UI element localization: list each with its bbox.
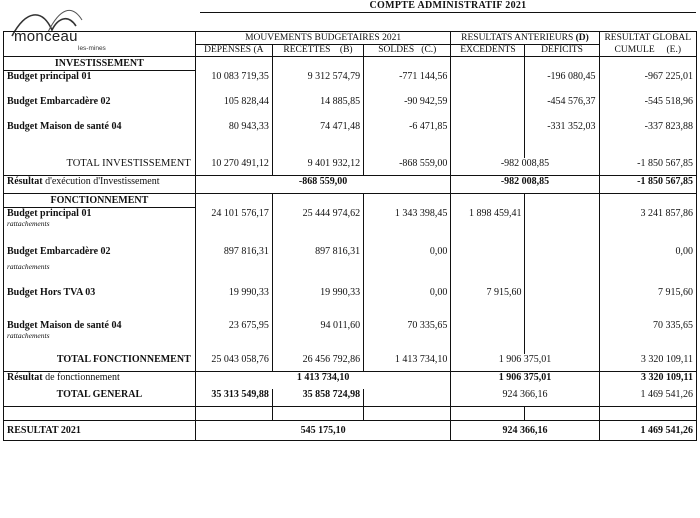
header-resultats-anterieurs: RESULTATS ANTERIEURS (D) (451, 32, 599, 45)
cell-depenses: 24 101 576,17 (195, 208, 272, 229)
cell-deficits (525, 208, 599, 229)
total-anterieurs: 1 906 375,01 (451, 354, 599, 372)
cell-depenses: 23 675,95 (195, 320, 272, 340)
resultat-2021-row (4, 421, 697, 441)
resultat-2021-label: RESULTAT 2021 (4, 421, 196, 441)
resultat-anterieurs: -982 008,85 (451, 176, 599, 194)
cell-recettes: 897 816,31 (272, 246, 363, 271)
total-general-label: TOTAL GENERAL (4, 389, 196, 407)
cell-global: 3 241 857,86 (599, 208, 696, 229)
row-label: Budget Maison de santé 04 rattachements (4, 320, 196, 340)
cell-excedents (451, 71, 525, 89)
table-row (4, 96, 697, 113)
cell-deficits (525, 320, 599, 340)
header-resultat-global: RESULTAT GLOBAL (599, 32, 696, 45)
cell-deficits: -196 080,45 (525, 71, 599, 89)
header-row-groups (4, 32, 697, 45)
cell-soldes: -90 942,59 (364, 96, 451, 113)
cell-recettes: 14 885,85 (272, 96, 363, 113)
header-excedents: EXCEDENTS (451, 44, 525, 57)
header-cumule: CUMULE (E.) (599, 44, 696, 57)
table-row (4, 121, 697, 138)
row-note: rattachements (7, 219, 50, 228)
total-recettes: 26 456 792,86 (272, 354, 363, 372)
cell-global: -337 823,88 (599, 121, 696, 138)
total-investissement-row (4, 158, 697, 176)
total-label: TOTAL FONCTIONNEMENT (4, 354, 196, 372)
cell-excedents (451, 121, 525, 138)
total-depenses: 10 270 491,12 (195, 158, 272, 176)
total-global: -1 850 567,85 (599, 158, 696, 176)
resultat-global: 3 320 109,11 (599, 372, 696, 390)
section-label: INVESTISSEMENT (4, 57, 196, 71)
total-soldes: -868 559,00 (364, 158, 451, 176)
resultat-mouvements: 1 413 734,10 (195, 372, 451, 390)
resultat-fonctionnement-row (4, 372, 697, 390)
cell-depenses: 105 828,44 (195, 96, 272, 113)
row-note: rattachements (7, 262, 50, 271)
compte-administratif-table (3, 31, 697, 441)
cell-depenses: 80 943,33 (195, 121, 272, 138)
cell-recettes: 19 990,33 (272, 287, 363, 304)
resultat-label: Résultat d'exécution d'Investissement (4, 176, 196, 194)
cell-depenses: 897 816,31 (195, 246, 272, 271)
cell-soldes: 0,00 (364, 246, 451, 271)
total-general-recettes: 35 858 724,98 (272, 389, 363, 407)
cell-deficits: -331 352,03 (525, 121, 599, 138)
total-anterieurs: -982 008,85 (451, 158, 599, 176)
table-row (4, 208, 697, 229)
resultat-investissement-row (4, 176, 697, 194)
row-label: Budget principal 01 rattachements (4, 208, 196, 229)
cell-recettes: 94 011,60 (272, 320, 363, 340)
resultat-2021-global: 1 469 541,26 (599, 421, 696, 441)
total-global: 3 320 109,11 (599, 354, 696, 372)
cell-soldes: -6 471,85 (364, 121, 451, 138)
table-row (4, 287, 697, 304)
header-deficits: DEFICITS (525, 44, 599, 57)
cell-excedents (451, 320, 525, 340)
cell-global: -545 518,96 (599, 96, 696, 113)
resultat-mouvements: -868 559,00 (195, 176, 451, 194)
cell-global: 70 335,65 (599, 320, 696, 340)
total-general-global: 1 469 541,26 (599, 389, 696, 407)
cell-recettes: 25 444 974,62 (272, 208, 363, 229)
page-title (200, 0, 696, 13)
row-label: Budget Embarcadère 02 rattachements (4, 246, 196, 271)
cell-excedents (451, 246, 525, 271)
total-general-depenses: 35 313 549,88 (195, 389, 272, 407)
cell-global: 7 915,60 (599, 287, 696, 304)
table-row (4, 246, 697, 271)
table-row (4, 71, 697, 89)
total-fonctionnement-row (4, 354, 697, 372)
page-title-text: COMPTE ADMINISTRATIF 2021 (369, 0, 527, 11)
cell-depenses: 19 990,33 (195, 287, 272, 304)
total-general-anterieurs: 924 366,16 (451, 389, 599, 407)
header-row-columns (4, 44, 697, 57)
total-depenses: 25 043 058,76 (195, 354, 272, 372)
resultat-anterieurs: 1 906 375,01 (451, 372, 599, 390)
header-depenses: DEPENSES (A (195, 44, 272, 57)
row-label: Budget Embarcadère 02 (4, 96, 196, 113)
header-empty-cell (4, 32, 196, 45)
cell-recettes: 9 312 574,79 (272, 71, 363, 89)
cell-global: -967 225,01 (599, 71, 696, 89)
resultat-2021-anterieurs: 924 366,16 (451, 421, 599, 441)
cell-soldes: 0,00 (364, 287, 451, 304)
total-soldes: 1 413 734,10 (364, 354, 451, 372)
section-label: FONCTIONNEMENT (4, 194, 196, 208)
cell-recettes: 74 471,48 (272, 121, 363, 138)
cell-soldes: 70 335,65 (364, 320, 451, 340)
row-note: rattachements (7, 331, 50, 340)
cell-deficits: -454 576,37 (525, 96, 599, 113)
logo-text: monceau (14, 28, 78, 45)
cell-depenses: 10 083 719,35 (195, 71, 272, 89)
cell-deficits (525, 246, 599, 271)
header-recettes: RECETTES (B) (272, 44, 363, 57)
section-fonctionnement (4, 194, 697, 208)
header-soldes: SOLDES (C.) (364, 44, 451, 57)
cell-deficits (525, 287, 599, 304)
row-label: Budget principal 01 (4, 71, 196, 89)
resultat-global: -1 850 567,85 (599, 176, 696, 194)
logo-subtext: les-mines (78, 45, 106, 52)
resultat-2021-mouvements: 545 175,10 (195, 421, 451, 441)
header-mouvements-budgetaires: MOUVEMENTS BUDGETAIRES 2021 (195, 32, 451, 45)
total-label: TOTAL INVESTISSEMENT (4, 158, 196, 176)
row-label: Budget Maison de santé 04 (4, 121, 196, 138)
cell-excedents: 7 915,60 (451, 287, 525, 304)
cell-soldes: -771 144,56 (364, 71, 451, 89)
total-general-row (4, 389, 697, 407)
cell-excedents: 1 898 459,41 (451, 208, 525, 229)
section-investissement (4, 57, 697, 71)
row-label: Budget Hors TVA 03 (4, 287, 196, 304)
resultat-label: Résultat de fonctionnement (4, 372, 196, 390)
cell-global: 0,00 (599, 246, 696, 271)
total-recettes: 9 401 932,12 (272, 158, 363, 176)
cell-excedents (451, 96, 525, 113)
table-row (4, 320, 697, 340)
cell-soldes: 1 343 398,45 (364, 208, 451, 229)
